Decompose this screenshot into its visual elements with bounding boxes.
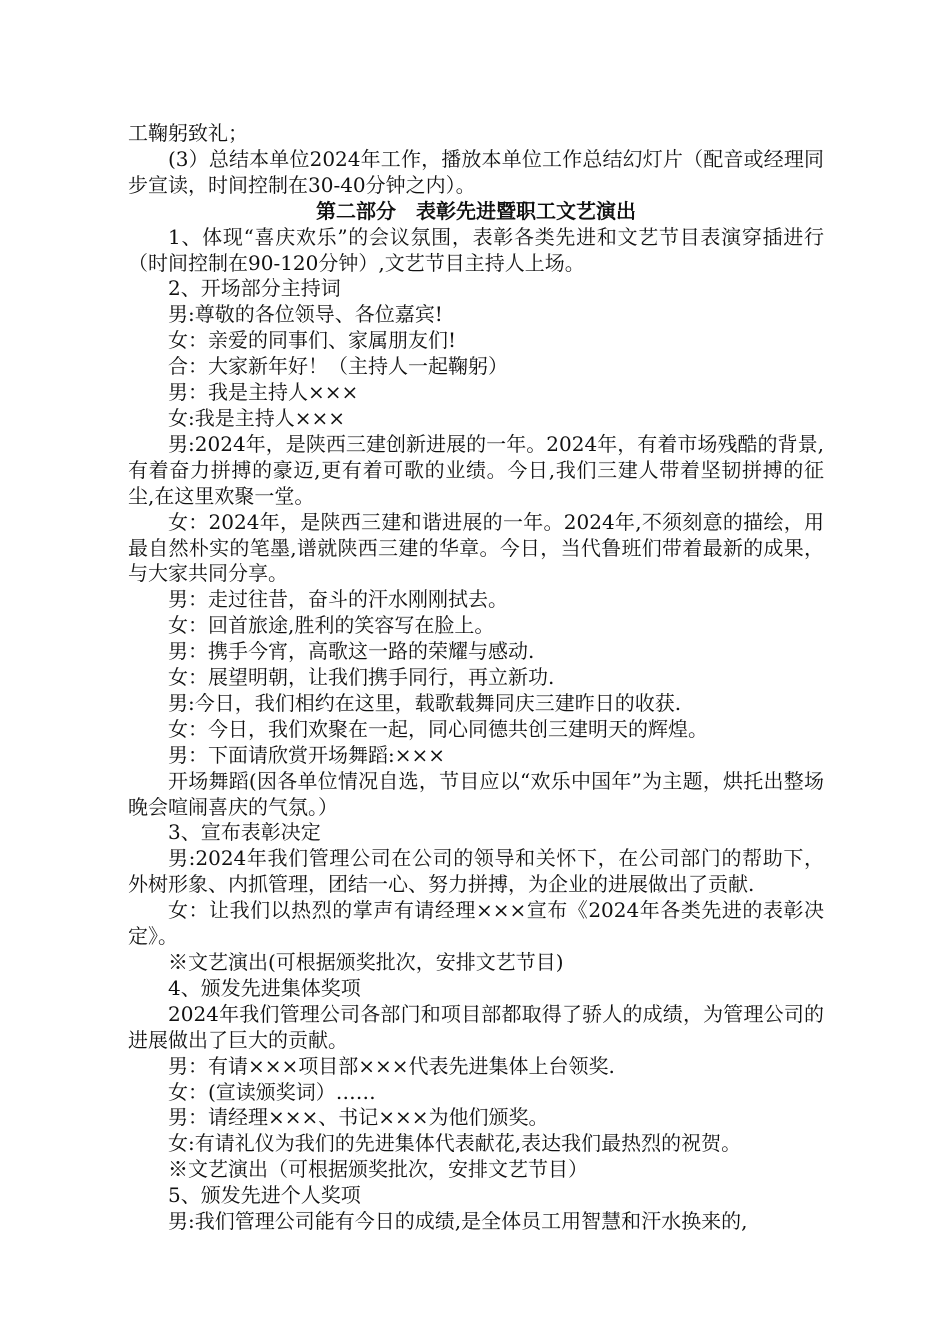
paragraph: 2、开场部分主持词	[168, 276, 341, 301]
paragraph: 4、颁发先进集体奖项	[168, 975, 361, 1000]
paragraph: 男：走过往昔，奋斗的汗水刚刚拭去。	[168, 587, 508, 612]
paragraph: 女：2024年，是陕西三建和谐进展的一年。2024年,不须刻意的描绘，用最自然朴实的笔墨,谱就陕西三建的华章。今日，当代鲁班们带着最新的成果，与大家共同分享。	[128, 509, 824, 586]
paragraph: 女：(宣读颁奖词）……	[168, 1079, 376, 1104]
paragraph: 女：让我们以热烈的掌声有请经理×××宣布《2024年各类先进的表彰决定》。	[128, 898, 824, 949]
paragraph: 女：回首旅途,胜利的笑容写在脸上。	[168, 613, 495, 638]
paragraph: 工鞠躬致礼；	[128, 121, 248, 145]
paragraph: 1、体现“喜庆欢乐”的会议氛围，表彰各类先进和文艺节目表演穿插进行（时间控制在90-120分钟）,文艺节目主持人上场。	[128, 224, 824, 275]
paragraph: 女：今日，我们欢聚在一起，同心同德共创三建明天的辉煌。	[168, 716, 708, 741]
document-body	[128, 121, 824, 1235]
paragraph: 男：我是主持人×××	[168, 380, 359, 405]
paragraph: 男:2024年，是陕西三建创新进展的一年。2024年，有着市场残酷的背景,有着奋力拼搏的豪迈,更有着可歌的业绩。今日,我们三建人带着坚韧拼搏的征尘,在这里欢聚一堂。	[128, 431, 824, 508]
paragraph: 男：有请×××项目部×××代表先进集体上台领奖.	[168, 1053, 615, 1078]
paragraph: 女:我是主持人×××	[168, 405, 346, 430]
paragraph: 女:有请礼仪为我们的先进集体代表献花,表达我们最热烈的祝贺。	[168, 1131, 742, 1156]
paragraph: 女：亲爱的同事们、家属朋友们!	[168, 328, 457, 353]
paragraph: ※文艺演出（可根据颁奖批次，安排文艺节目）	[168, 1157, 588, 1182]
paragraph: 3、宣布表彰决定	[168, 820, 321, 845]
paragraph: 5、颁发先进个人奖项	[168, 1183, 361, 1208]
paragraph: 开场舞蹈(因各单位情况自选，节目应以“欢乐中国年”为主题，烘托出整场晚会喧闹喜庆的气氛。）	[128, 768, 824, 819]
section-heading: 第二部分 表彰先进暨职工文艺演出	[316, 198, 636, 223]
paragraph: 男:今日，我们相约在这里，载歌载舞同庆三建昨日的收获.	[168, 690, 682, 715]
paragraph: 男:我们管理公司能有今日的成绩,是全体员工用智慧和汗水换来的,	[168, 1209, 748, 1234]
paragraph: 2024年我们管理公司各部门和项目部都取得了骄人的成绩，为管理公司的进展做出了巨大的贡献。	[128, 1001, 824, 1052]
paragraph: ※文艺演出(可根据颁奖批次，安排文艺节目)	[168, 950, 564, 974]
paragraph: 女：展望明朝，让我们携手同行，再立新功.	[168, 665, 555, 690]
paragraph: 男：请经理×××、书记×××为他们颁奖。	[168, 1105, 549, 1130]
paragraph: 男:2024年我们管理公司在公司的领导和关怀下，在公司部门的帮助下，外树形象、内抓管理，团结一心、努力拼搏，为企业的进展做出了贡献.	[128, 846, 824, 897]
paragraph: 男：下面请欣赏开场舞蹈:×××	[168, 742, 446, 767]
paragraph: 男:尊敬的各位领导、各位嘉宾!	[168, 302, 443, 327]
paragraph: (3）总结本单位2024年工作，播放本单位工作总结幻灯片（配音或经理同步宣读，时间控制在30-40分钟之内）。	[128, 146, 824, 197]
paragraph: 合：大家新年好！（主持人一起鞠躬）	[168, 354, 508, 379]
paragraph: 男：携手今宵，高歌这一路的荣耀与感动.	[168, 639, 535, 664]
